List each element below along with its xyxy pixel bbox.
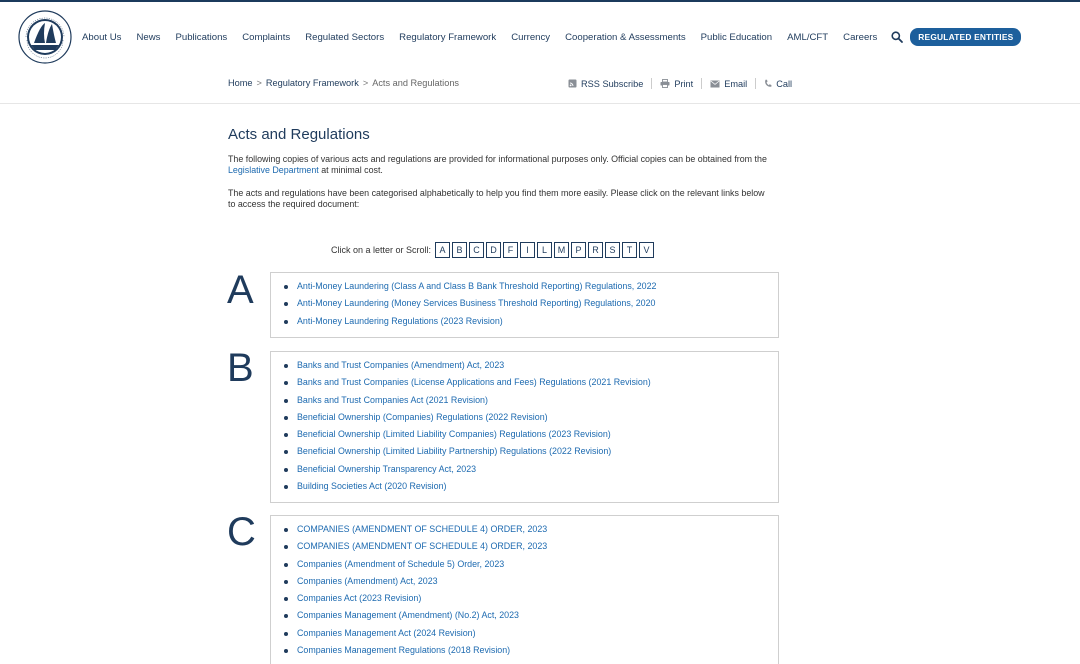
section-c-list <box>270 515 779 664</box>
letter-link-r[interactable]: R <box>588 242 603 258</box>
rss-subscribe-link[interactable] <box>568 79 643 89</box>
print-label: Print <box>674 78 694 89</box>
tool-divider <box>701 78 702 89</box>
document-link[interactable]: Companies Management (Amendment) (No.2) Act, 2023 <box>284 610 778 627</box>
breadcrumb-separator: > <box>362 78 369 88</box>
document-link[interactable]: Banks and Trust Companies (Amendment) Act, 2023 <box>284 360 778 377</box>
regulated-entities-button[interactable]: REGULATED ENTITIES <box>910 28 1021 46</box>
letter-link-l[interactable]: L <box>537 242 552 258</box>
letter-link-c[interactable]: C <box>469 242 484 258</box>
breadcrumb <box>228 78 459 88</box>
document-link[interactable]: Companies (Amendment) Act, 2023 <box>284 576 778 593</box>
document-link[interactable]: Beneficial Ownership Transparency Act, 2023 <box>284 464 778 481</box>
nav-careers[interactable]: Careers <box>843 31 878 43</box>
document-link[interactable]: COMPANIES (AMENDMENT OF SCHEDULE 4) ORDER, 2023 <box>284 541 778 558</box>
document-link[interactable]: Beneficial Ownership (Companies) Regulations (2022 Revision) <box>284 412 778 429</box>
document-link[interactable]: Companies Management Regulations (2018 Revision) <box>284 645 778 662</box>
intro-text-end: at minimal cost. <box>318 164 383 175</box>
cima-seal-logo[interactable] <box>18 10 72 64</box>
letter-link-d[interactable]: D <box>486 242 501 258</box>
email-label: Email <box>724 78 748 89</box>
breadcrumb-home[interactable]: Home <box>228 78 253 88</box>
letter-link-m[interactable]: M <box>554 242 569 258</box>
breadcrumb-current: Acts and Regulations <box>372 78 460 88</box>
email-link[interactable] <box>710 79 747 89</box>
letter-link-f[interactable]: F <box>503 242 518 258</box>
document-link[interactable]: Beneficial Ownership (Limited Liability Companies) Regulations (2023 Revision) <box>284 429 778 446</box>
search-icon[interactable] <box>890 30 904 44</box>
letter-link-p[interactable]: P <box>571 242 586 258</box>
breadcrumb-bar <box>0 66 1080 104</box>
breadcrumb-regulatory-framework[interactable]: Regulatory Framework <box>265 78 359 88</box>
email-icon <box>710 80 720 88</box>
nav-aml-cft[interactable]: AML/CFT <box>787 31 829 43</box>
nav-regulatory-framework[interactable]: Regulatory Framework <box>399 31 497 43</box>
letter-link-t[interactable]: T <box>622 242 637 258</box>
section-letter-a: A <box>227 268 254 312</box>
section-letter-c: C <box>227 510 256 554</box>
section-letter-b: B <box>227 346 254 390</box>
nav-regulated-sectors[interactable]: Regulated Sectors <box>305 31 385 43</box>
print-link[interactable] <box>660 79 693 89</box>
rss-icon <box>568 79 577 88</box>
call-link[interactable] <box>764 79 792 89</box>
letter-link-s[interactable]: S <box>605 242 620 258</box>
rss-subscribe-label: RSS Subscribe <box>581 78 644 89</box>
site-header <box>0 2 1080 66</box>
intro-paragraph <box>228 154 768 175</box>
letter-index <box>331 242 656 258</box>
document-link[interactable]: Anti-Money Laundering Regulations (2023 Revision) <box>284 316 778 333</box>
letter-link-v[interactable]: V <box>639 242 654 258</box>
nav-complaints[interactable]: Complaints <box>242 31 291 43</box>
tool-divider <box>755 78 756 89</box>
letter-link-b[interactable]: B <box>452 242 467 258</box>
document-link[interactable]: Beneficial Ownership (Limited Liability Partnership) Regulations (2022 Revision) <box>284 446 778 463</box>
nav-publications[interactable]: Publications <box>175 31 228 43</box>
tool-divider <box>651 78 652 89</box>
instructions-paragraph: The acts and regulations have been categorised alphabetically to help you find them more easily. Please click on the relevant links below to access the required document: <box>228 188 765 209</box>
document-link[interactable]: COMPANIES (AMENDMENT OF SCHEDULE 4) ORDER, 2023 <box>284 524 778 541</box>
phone-icon <box>764 79 772 88</box>
section-a-list <box>270 272 779 338</box>
page-tools <box>568 78 792 89</box>
breadcrumb-separator: > <box>256 78 262 88</box>
letter-link-a[interactable]: A <box>435 242 450 258</box>
intro-text: The following copies of various acts and regulations are provided for informational purposes only. Official copies can be obtained from the <box>228 154 767 164</box>
legislative-department-link[interactable]: Legislative Department <box>228 164 319 175</box>
nav-cooperation-assessments[interactable]: Cooperation & Assessments <box>565 31 686 43</box>
nav-public-education[interactable]: Public Education <box>700 31 773 43</box>
page-title: Acts and Regulations <box>228 126 370 143</box>
letter-index-label: Click on a letter or Scroll: <box>331 245 432 255</box>
document-link[interactable]: Building Societies Act (2020 Revision) <box>284 481 778 498</box>
main-nav <box>82 28 1021 46</box>
document-link[interactable]: Companies (Amendment of Schedule 5) Order, 2023 <box>284 559 778 576</box>
document-link[interactable]: Companies Management Act (2024 Revision) <box>284 628 778 645</box>
document-link[interactable]: Anti-Money Laundering (Class A and Class B Bank Threshold Reporting) Regulations, 2022 <box>284 281 778 298</box>
call-label: Call <box>776 78 793 89</box>
document-link[interactable]: Banks and Trust Companies Act (2021 Revision) <box>284 395 778 412</box>
printer-icon <box>660 79 670 88</box>
letter-link-i[interactable]: I <box>520 242 535 258</box>
document-link[interactable]: Anti-Money Laundering (Money Services Business Threshold Reporting) Regulations, 2020 <box>284 298 778 315</box>
nav-currency[interactable]: Currency <box>511 31 551 43</box>
nav-about-us[interactable]: About Us <box>82 31 122 43</box>
document-link[interactable]: Companies Act (2023 Revision) <box>284 593 778 610</box>
nav-news[interactable]: News <box>136 31 161 43</box>
document-link[interactable]: Banks and Trust Companies (License Applications and Fees) Regulations (2021 Revision) <box>284 377 778 394</box>
section-b-list <box>270 351 779 503</box>
